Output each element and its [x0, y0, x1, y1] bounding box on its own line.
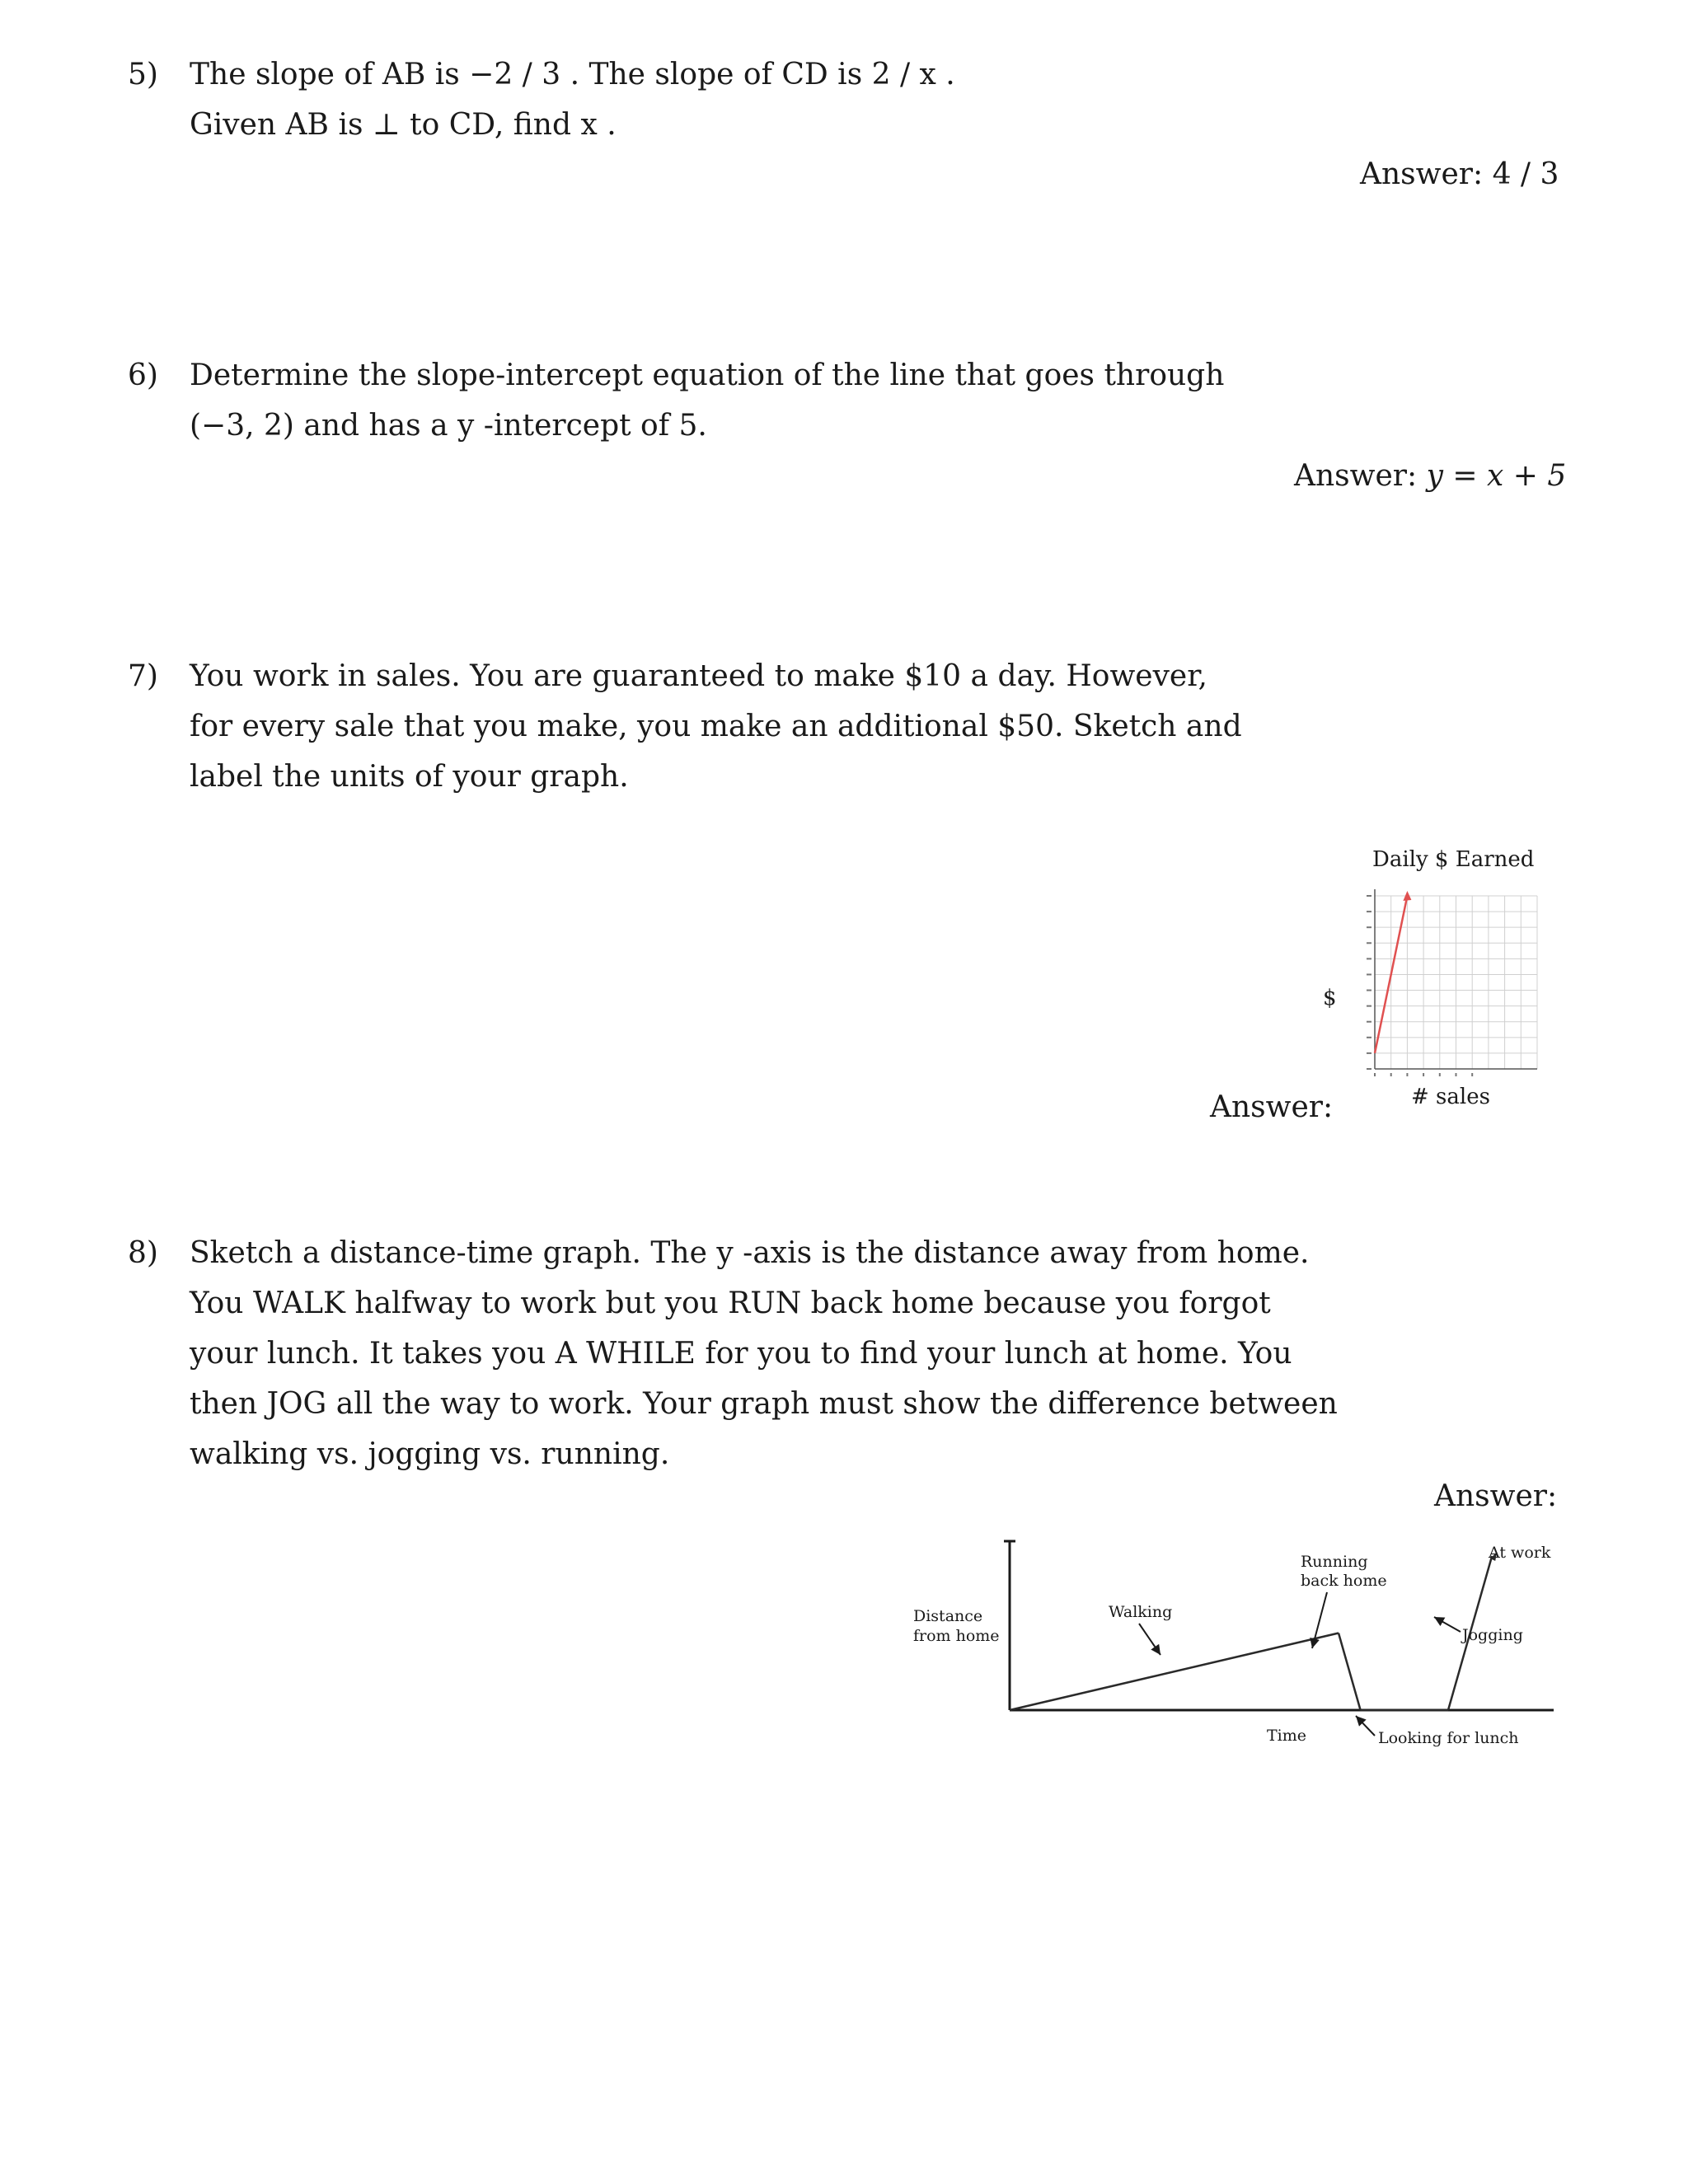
question-line: Sketch a distance-time graph. The y -axis is the distance away from home.: [190, 1236, 1310, 1270]
question-text: [190, 350, 1224, 451]
distance-segment: [1010, 1633, 1339, 1711]
question-line: You work in sales. You are guaranteed to make $10 a day. However,: [190, 659, 1207, 693]
sales-graph: [1343, 878, 1541, 1092]
running-label-line2: back home: [1301, 1572, 1387, 1590]
question-number: 5): [128, 58, 158, 91]
question-text: [190, 1228, 1338, 1479]
distance-ylabel-line2: from home: [913, 1627, 1000, 1645]
question-line: walking vs. jogging vs. running.: [190, 1437, 670, 1471]
answer: [1294, 458, 1566, 494]
answer-value: y = x + 5: [1426, 459, 1567, 493]
looking-arrow: [1356, 1716, 1375, 1736]
distance-segment: [1339, 1633, 1361, 1711]
answer-label: Answer:: [1360, 157, 1484, 191]
walking-arrow: [1139, 1624, 1160, 1655]
question-line: Given AB is ⊥ to CD, find x .: [190, 108, 617, 142]
answer: [1360, 157, 1559, 193]
answer-label: Answer:: [1434, 1479, 1558, 1513]
question-line: Determine the slope-intercept equation of the line that goes through: [190, 359, 1225, 392]
answer-label: Answer:: [1294, 459, 1418, 493]
sales-graph-ylabel: $: [1323, 986, 1337, 1010]
answer-label: Answer:: [1210, 1090, 1334, 1124]
walking-label: Walking: [1109, 1603, 1173, 1621]
question-line: then JOG all the way to work. Your graph must show the difference between: [190, 1387, 1338, 1421]
question-number: 7): [128, 659, 158, 693]
distance-time-graph: [898, 1525, 1558, 1755]
sales-graph-xlabel: # sales: [1411, 1085, 1490, 1109]
question-line: The slope of AB is −2 / 3 . The slope of CD is 2 / x .: [190, 58, 955, 91]
question-number: 6): [128, 359, 158, 392]
running-arrow: [1312, 1592, 1327, 1648]
sales-graph-title: Daily $ Earned: [1372, 847, 1535, 872]
question-line: label the units of your graph.: [190, 760, 629, 794]
question-line: You WALK halfway to work but you RUN back home because you forgot: [190, 1286, 1271, 1320]
distance-series: [1010, 1552, 1497, 1710]
jogging-arrow: [1434, 1617, 1461, 1632]
jogging-label: Jogging: [1462, 1626, 1523, 1644]
question-text: [190, 651, 1242, 802]
answer-value: 4 / 3: [1492, 157, 1559, 191]
distance-xlabel: Time: [1267, 1727, 1307, 1745]
question-number: 8): [128, 1236, 158, 1270]
question-line: (−3, 2) and has a y -intercept of 5.: [190, 409, 707, 443]
question-line: for every sale that you make, you make an additional $50. Sketch and: [190, 710, 1242, 743]
question-text: [190, 49, 955, 150]
distance-ylabel-line1: Distance: [913, 1607, 983, 1625]
running-label-line1: Running: [1301, 1553, 1368, 1571]
at-work-label: At work: [1489, 1544, 1551, 1562]
question-line: your lunch. It takes you A WHILE for you to find your lunch at home. You: [190, 1337, 1292, 1371]
looking-label: Looking for lunch: [1378, 1729, 1519, 1747]
